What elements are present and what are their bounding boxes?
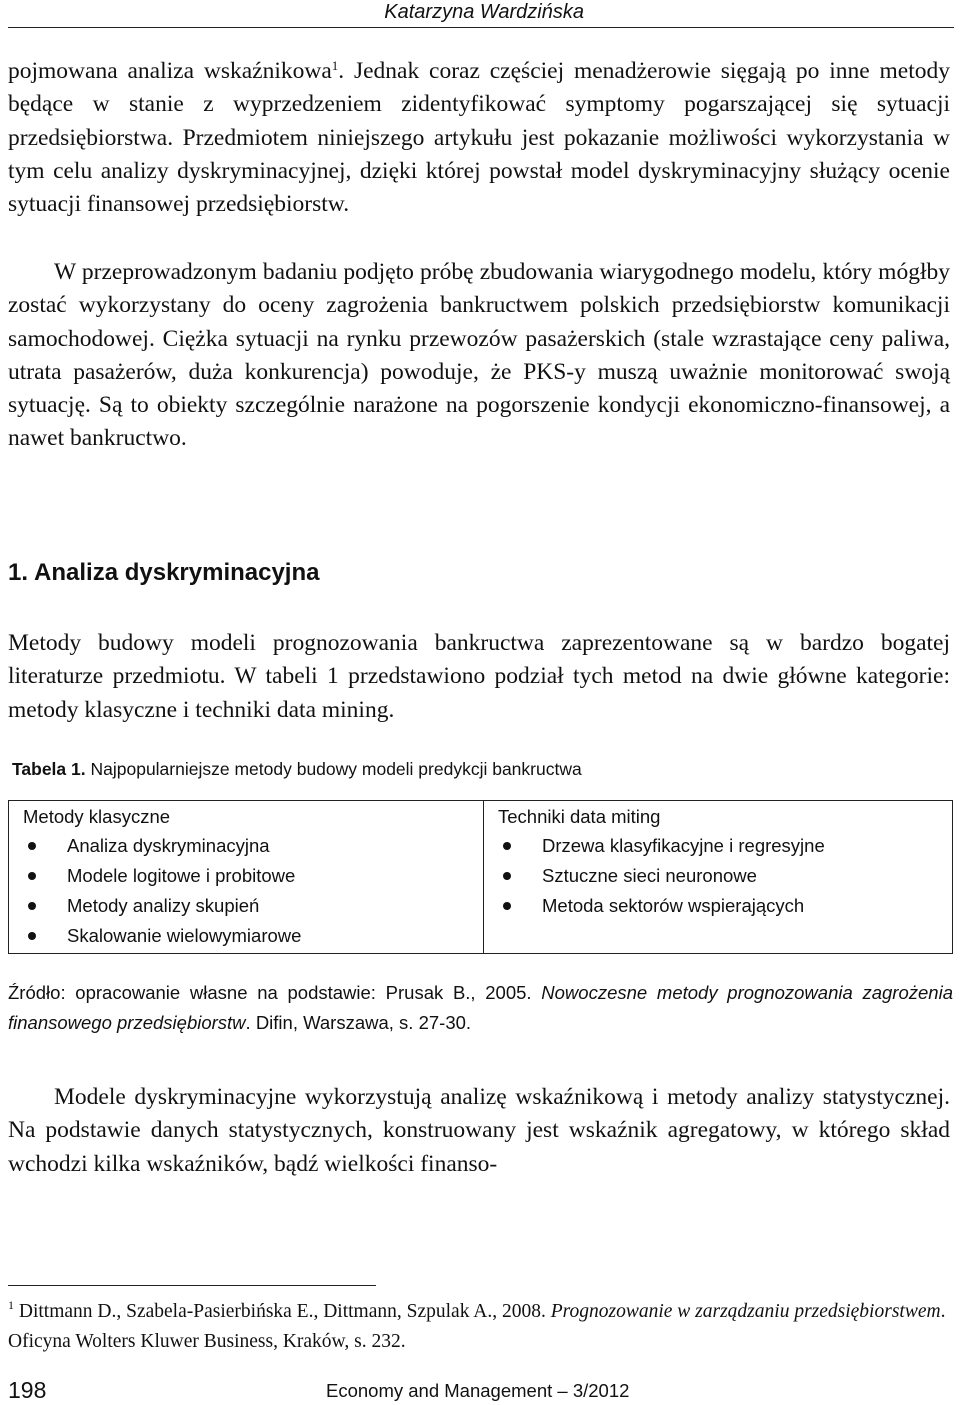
table-caption-label: Tabela 1. [12, 759, 86, 779]
list-item-label: Modele logitowe i probitowe [67, 865, 296, 886]
footnote [8, 1297, 953, 1357]
list-item [484, 891, 952, 921]
data-mining-list [484, 831, 952, 923]
list-item [484, 861, 952, 891]
bullet-icon [28, 842, 36, 850]
bullet-icon [28, 902, 36, 910]
header-rule [8, 27, 954, 28]
table-caption [12, 757, 582, 781]
running-header-author: Katarzyna Wardzińska [384, 1, 584, 23]
paragraph-study: W przeprowadzonym badaniu podjęto próbę zbudowania wiarygodnego modelu, który mógłby zostać wykorzystany do oceny zagrożenia bankructwem polskich przedsiębiorstw komunikacji samochodowej. Ciężka sytuacji na rynku przewozów pasażerskich (stale wzrastające ceny paliwa, utrata pasażerów, duża konkurencja) powoduje, że PKS-y muszą uważnie monitorować swoją sytuację. Są to obiekty szczególnie narażone na pogorszenie kondycji ekonomiczno-finansowej, a nawet bankructwo. [8, 259, 950, 452]
bullet-icon [28, 932, 36, 940]
paragraph-intro-start: pojmowana analiza wskaźnikowa [8, 58, 332, 84]
classic-methods-header: Metody klasyczne [23, 806, 171, 827]
bullet-icon [503, 872, 511, 880]
section-number: 1. [8, 559, 29, 586]
data-mining-cell [484, 801, 953, 954]
list-item [9, 921, 483, 951]
footnote-title: Prognozowanie w zarządzaniu przedsiębiorstwem [550, 1301, 941, 1322]
list-item-label: Drzewa klasyfikacyjne i regresyjne [542, 835, 825, 856]
footnote-ref-1[interactable]: 1 [331, 58, 339, 73]
paragraph-intro-rest: . Jednak coraz częściej menadżerowie sięgają po inne metody będące w stanie z wyprzedzeniem zidentyfikować symptomy pogarszającej się sytuacji przedsiębiorstwa. Przedmiotem niniejszego artykułu jest pokazanie możliwości wykorzystania w tym celu analizy dyskryminacyjnej, dzięki której powstał model dyskryminacyjny służący ocenie sytuacji finansowej przedsiębiorstw. [8, 58, 950, 218]
section-title: Analiza dyskryminacyjna [34, 559, 320, 586]
list-item [9, 831, 483, 861]
footnote-authors: Dittmann D., Szabela-Pasierbińska E., Dittmann, Szpulak A., 2008. [14, 1301, 551, 1322]
list-item [484, 831, 952, 861]
paragraph-intro [8, 55, 950, 221]
footnote-number: 1 [8, 1298, 14, 1312]
paragraph-discriminant: Modele dyskryminacyjne wykorzystują analizę wskaźnikową i metody analizy statystycznej. Na podstawie danych statystycznych, konstruowany jest wskaźnik agregatowy, w którego skład wchodzi kilka wskaźników, bądź wielkości finanso- [8, 1084, 950, 1177]
bullet-icon [503, 842, 511, 850]
classic-methods-cell [9, 801, 484, 954]
footnote-rule [8, 1285, 376, 1286]
bullet-icon [503, 902, 511, 910]
footnote-publisher: . Oficyna Wolters Kluwer Business, Kraków, s. 232. [8, 1301, 946, 1352]
data-mining-header: Techniki data miting [498, 806, 661, 827]
source-suffix: . Difin, Warszawa, s. 27-30. [245, 1012, 472, 1033]
table-caption-text: Najpopularniejsze metody budowy modeli predykcji bankructwa [90, 759, 582, 779]
list-item-label: Analiza dyskryminacyjna [67, 835, 270, 856]
source-prefix: Źródło: opracowanie własne na podstawie: Prusak B., 2005. [8, 982, 542, 1003]
section-heading [8, 557, 325, 589]
classic-methods-list [9, 831, 483, 953]
list-item [9, 891, 483, 921]
table-source [8, 978, 953, 1038]
methods-table [8, 800, 953, 954]
bullet-icon [28, 872, 36, 880]
source-title: Nowoczesne metody prognozowania zagrożenia finansowego przedsiębiorstw [8, 982, 953, 1033]
list-item-label: Metoda sektorów wspierających [542, 895, 805, 916]
list-item-label: Skalowanie wielowymiarowe [67, 925, 302, 946]
list-item-label: Metody analizy skupień [67, 895, 260, 916]
list-item-label: Sztuczne sieci neuronowe [542, 865, 757, 886]
journal-footer: Economy and Management – 3/2012 [326, 1380, 630, 1401]
list-item [9, 861, 483, 891]
paragraph-methods: Metody budowy modeli prognozowania bankructwa zaprezentowane są w bardzo bogatej literaturze przedmiotu. W tabeli 1 przedstawiono podział tych metod na dwie główne kategorie: metody klasyczne i techniki data mining. [8, 630, 950, 723]
page-number: 198 [8, 1377, 47, 1403]
